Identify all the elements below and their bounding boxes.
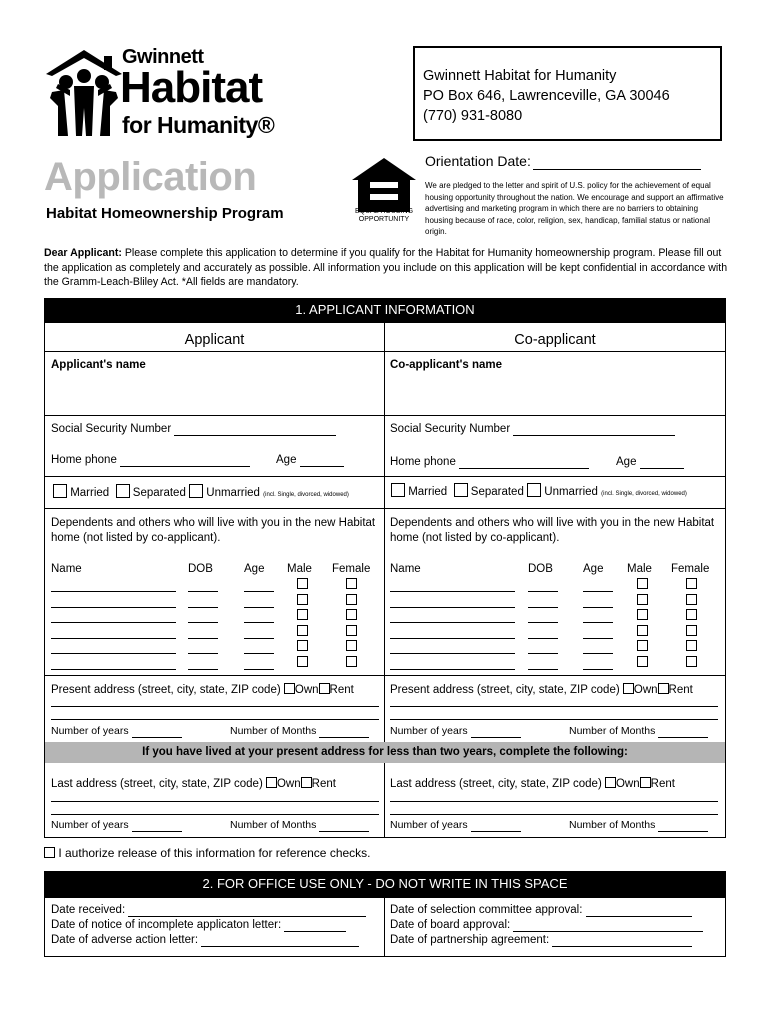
coapplicant-dependents-text: Dependents and others who will live with you in the new Habitat home (not listed by co-applicant). <box>390 517 715 544</box>
separated-label: Separated <box>470 486 524 498</box>
home-phone-field[interactable] <box>459 456 589 469</box>
months-label: Number of Months <box>230 819 317 831</box>
dependent-name-field[interactable] <box>390 591 515 592</box>
selection-approval[interactable] <box>390 904 692 917</box>
unmarried-label: Unmarried <box>544 486 598 498</box>
dependent-dob-field[interactable] <box>528 653 558 654</box>
dep-col-name: Name <box>51 563 82 575</box>
orientation-date-label: Orientation Date: <box>425 153 531 169</box>
partnership-agreement-label: Date of partnership agreement: <box>390 934 550 946</box>
last-address-label: Last address (street, city, state, ZIP code) <box>390 778 602 790</box>
coapplicant-name-field[interactable] <box>389 373 721 411</box>
dependent-name-field[interactable] <box>390 669 515 670</box>
present-address-line[interactable] <box>51 706 379 707</box>
logo-habitat: Habitat <box>120 63 263 112</box>
equal-housing-label: EQUAL HOUSING OPPORTUNITY <box>354 208 414 223</box>
rent-label: Rent <box>668 684 693 696</box>
coapplicant-last-months[interactable] <box>569 819 708 832</box>
col-applicant: Applicant <box>184 332 245 348</box>
office-use-box <box>44 897 726 957</box>
org-address: PO Box 646, Lawrenceville, GA 30046 <box>423 88 670 104</box>
date-received[interactable] <box>51 904 366 917</box>
age-label: Age <box>616 456 637 468</box>
coapplicant-name-label: Co-applicant's name <box>390 359 503 371</box>
divider <box>45 675 725 676</box>
ssn-field[interactable] <box>174 423 336 436</box>
dependent-dob-field[interactable] <box>528 622 558 623</box>
intro-lead: Dear Applicant: <box>44 247 122 259</box>
coapplicant-home-phone[interactable] <box>390 456 589 469</box>
intro-paragraph <box>44 246 734 290</box>
dependent-female-checkbox[interactable] <box>686 594 697 605</box>
home-phone-label: Home phone <box>390 456 456 468</box>
home-phone-label: Home phone <box>51 454 117 466</box>
partnership-agreement[interactable] <box>390 934 692 947</box>
months-field[interactable] <box>319 725 369 738</box>
coapplicant-ssn[interactable] <box>390 423 675 436</box>
dependent-age-field[interactable] <box>583 638 613 639</box>
partnership-agreement-field[interactable] <box>552 934 692 947</box>
last-address-line[interactable] <box>390 814 718 815</box>
married-label: Married <box>408 486 448 498</box>
board-approval-field[interactable] <box>513 919 703 932</box>
dependent-dob-field[interactable] <box>188 669 218 670</box>
last-address-line[interactable] <box>390 801 718 802</box>
divider <box>45 351 725 352</box>
divider <box>45 508 725 509</box>
years-field[interactable] <box>471 819 521 832</box>
dependent-name-field[interactable] <box>51 607 176 608</box>
authorize-label: I authorize release of this information for reference checks. <box>58 846 371 860</box>
intro-text: Please complete this application to determine if you qualify for the Habitat for Humanity homeownership program. Please fill out the application as completely and accurately as possible. All information you include on this application will be kept confidential in accordance with the Gramm-Leach-Bliley Act. *All fields are mandatory. <box>44 247 728 288</box>
page-subtitle: Habitat Homeownership Program <box>46 205 284 222</box>
notice-incomplete-label: Date of notice of incomplete applicaton letter: <box>51 919 282 931</box>
applicant-name-label: Applicant's name <box>51 359 146 371</box>
dependent-dob-field[interactable] <box>528 669 558 670</box>
married-checkbox[interactable] <box>53 484 67 498</box>
years-field[interactable] <box>132 819 182 832</box>
dependent-age-field[interactable] <box>244 638 274 639</box>
dependent-male-checkbox[interactable] <box>297 640 308 651</box>
last-address-line[interactable] <box>51 814 379 815</box>
authorize-release <box>44 846 371 860</box>
dependent-male-checkbox[interactable] <box>637 609 648 620</box>
dependent-male-checkbox[interactable] <box>637 656 648 667</box>
dependent-female-checkbox[interactable] <box>686 640 697 651</box>
dependent-female-checkbox[interactable] <box>686 625 697 636</box>
org-phone: (770) 931-8080 <box>423 108 523 124</box>
notice-incomplete[interactable] <box>51 919 346 932</box>
orientation-date-field[interactable] <box>533 153 701 170</box>
coapplicant-last-address <box>390 777 675 790</box>
dependent-name-field[interactable] <box>51 638 176 639</box>
unmarried-checkbox[interactable] <box>189 484 203 498</box>
rent-label: Rent <box>329 684 354 696</box>
dep-col-dob: DOB <box>528 563 553 575</box>
dependent-male-checkbox[interactable] <box>297 656 308 667</box>
unmarried-checkbox[interactable] <box>527 483 541 497</box>
dependent-female-checkbox[interactable] <box>346 656 357 667</box>
date-received-label: Date received: <box>51 904 126 916</box>
dependent-name-field[interactable] <box>390 622 515 623</box>
authorize-checkbox[interactable] <box>44 847 55 858</box>
present-address-label: Present address (street, city, state, ZIP code) <box>51 684 281 696</box>
dependent-female-checkbox[interactable] <box>346 594 357 605</box>
dependent-female-checkbox[interactable] <box>686 656 697 667</box>
coapplicant-present-address <box>390 683 693 696</box>
applicant-last-months[interactable] <box>230 819 369 832</box>
dependent-male-checkbox[interactable] <box>637 594 648 605</box>
rent-checkbox[interactable] <box>658 683 669 694</box>
column-divider <box>384 898 385 956</box>
last-address-line[interactable] <box>51 801 379 802</box>
age-field[interactable] <box>300 454 344 467</box>
divider <box>45 415 725 416</box>
own-label: Own <box>276 778 301 790</box>
dep-col-female: Female <box>332 563 371 575</box>
married-label: Married <box>70 487 110 499</box>
dep-col-female: Female <box>671 563 710 575</box>
present-address-line[interactable] <box>51 719 379 720</box>
dependent-female-checkbox[interactable] <box>686 578 697 589</box>
board-approval[interactable] <box>390 919 703 932</box>
applicant-last-years[interactable] <box>51 819 182 832</box>
applicant-present-address <box>51 683 354 696</box>
selection-approval-label: Date of selection committee approval: <box>390 904 583 916</box>
adverse-action-field[interactable] <box>201 934 359 947</box>
dependent-female-checkbox[interactable] <box>346 625 357 636</box>
coapplicant-years[interactable] <box>390 725 521 738</box>
dep-col-male: Male <box>627 563 652 575</box>
section-1-header: 1. APPLICANT INFORMATION <box>44 298 726 322</box>
dependent-name-field[interactable] <box>51 669 176 670</box>
own-label: Own <box>294 684 319 696</box>
notice-incomplete-field[interactable] <box>284 919 346 932</box>
months-label: Number of Months <box>230 725 317 737</box>
own-checkbox[interactable] <box>284 683 295 694</box>
unmarried-note: (incl. Single, divorced, widowed) <box>601 491 687 497</box>
rent-checkbox[interactable] <box>301 777 312 788</box>
logo-for-humanity: for Humanity® <box>122 112 275 138</box>
previous-address-instruction: If you have lived at your present address for less than two years, complete the following: <box>45 742 725 763</box>
present-address-label: Present address (street, city, state, ZIP code) <box>390 684 620 696</box>
months-field[interactable] <box>658 725 708 738</box>
ssn-field[interactable] <box>513 423 675 436</box>
dependent-name-field[interactable] <box>390 653 515 654</box>
dep-col-male: Male <box>287 563 312 575</box>
rent-label: Rent <box>650 778 675 790</box>
applicant-marital-status <box>53 484 349 499</box>
unmarried-label: Unmarried <box>206 487 260 499</box>
applicant-name-field[interactable] <box>49 373 379 411</box>
dependent-female-checkbox[interactable] <box>346 640 357 651</box>
dependent-age-field[interactable] <box>244 607 274 608</box>
applicant-home-phone[interactable] <box>51 454 250 467</box>
dependent-dob-field[interactable] <box>188 607 218 608</box>
dependent-name-field[interactable] <box>390 638 515 639</box>
dependent-male-checkbox[interactable] <box>297 578 308 589</box>
applicant-last-address <box>51 777 336 790</box>
selection-approval-field[interactable] <box>586 904 692 917</box>
years-field[interactable] <box>132 725 182 738</box>
years-label: Number of years <box>51 725 129 737</box>
col-coapplicant: Co-applicant <box>514 332 596 348</box>
own-label: Own <box>615 778 640 790</box>
coapplicant-age[interactable] <box>616 456 684 469</box>
last-address-label: Last address (street, city, state, ZIP code) <box>51 778 263 790</box>
applicant-dependents-text: Dependents and others who will live with you in the new Habitat home (not listed by co-applicant). <box>51 517 376 544</box>
separated-checkbox[interactable] <box>454 483 468 497</box>
present-address-line[interactable] <box>390 706 718 707</box>
orientation-date <box>425 153 701 170</box>
equal-housing-pledge: We are pledged to the letter and spirit of U.S. policy for the achievement of equal housing opportunity throughout the nation. We encourage and support an affirmative advertising and marketing program in which there are no barriers to obtaining housing because of race, color, religion, sex, handicap, familial status or national origin. <box>425 181 724 236</box>
years-label: Number of years <box>390 819 468 831</box>
dependent-female-checkbox[interactable] <box>346 578 357 589</box>
dependent-age-field[interactable] <box>583 607 613 608</box>
dependent-dob-field[interactable] <box>528 638 558 639</box>
age-label: Age <box>276 454 297 466</box>
rent-label: Rent <box>311 778 336 790</box>
applicant-age[interactable] <box>276 454 344 467</box>
dependent-age-field[interactable] <box>583 622 613 623</box>
applicant-ssn[interactable] <box>51 423 336 436</box>
dependent-name-field[interactable] <box>51 653 176 654</box>
own-checkbox[interactable] <box>623 683 634 694</box>
dependent-name-field[interactable] <box>51 591 176 592</box>
dependent-male-checkbox[interactable] <box>297 609 308 620</box>
page-title: Application <box>44 155 257 199</box>
date-received-field[interactable] <box>128 904 366 917</box>
months-label: Number of Months <box>569 725 656 737</box>
months-label: Number of Months <box>569 819 656 831</box>
own-checkbox[interactable] <box>605 777 616 788</box>
divider <box>45 476 725 477</box>
married-checkbox[interactable] <box>391 483 405 497</box>
dependent-age-field[interactable] <box>244 591 274 592</box>
dependent-dob-field[interactable] <box>188 622 218 623</box>
home-phone-field[interactable] <box>120 454 250 467</box>
dependent-male-checkbox[interactable] <box>297 594 308 605</box>
adverse-action[interactable] <box>51 934 359 947</box>
dependent-age-field[interactable] <box>583 591 613 592</box>
dependent-female-checkbox[interactable] <box>686 609 697 620</box>
rent-checkbox[interactable] <box>319 683 330 694</box>
present-address-line[interactable] <box>390 719 718 720</box>
own-checkbox[interactable] <box>266 777 277 788</box>
dep-col-age: Age <box>583 563 604 575</box>
dependent-male-checkbox[interactable] <box>637 578 648 589</box>
separated-checkbox[interactable] <box>116 484 130 498</box>
years-field[interactable] <box>471 725 521 738</box>
applicant-years[interactable] <box>51 725 182 738</box>
separated-label: Separated <box>132 487 186 499</box>
dep-col-age: Age <box>244 563 265 575</box>
dependent-male-checkbox[interactable] <box>297 625 308 636</box>
dep-col-name: Name <box>390 563 421 575</box>
dependent-female-checkbox[interactable] <box>346 609 357 620</box>
dependent-dob-field[interactable] <box>188 653 218 654</box>
dep-col-dob: DOB <box>188 563 213 575</box>
own-label: Own <box>633 684 658 696</box>
org-name: Gwinnett Habitat for Humanity <box>423 68 617 84</box>
adverse-action-label: Date of adverse action letter: <box>51 934 199 946</box>
section-2-header: 2. FOR OFFICE USE ONLY - DO NOT WRITE IN THIS SPACE <box>44 871 726 897</box>
dependent-dob-field[interactable] <box>188 591 218 592</box>
rent-checkbox[interactable] <box>640 777 651 788</box>
dependent-male-checkbox[interactable] <box>637 640 648 651</box>
board-approval-label: Date of board approval: <box>390 919 511 931</box>
applicant-information-form <box>44 322 726 838</box>
dependent-age-field[interactable] <box>583 653 613 654</box>
dependent-dob-field[interactable] <box>188 638 218 639</box>
dependent-age-field[interactable] <box>244 653 274 654</box>
dependent-age-field[interactable] <box>244 622 274 623</box>
dependent-dob-field[interactable] <box>528 607 558 608</box>
organization-address-box <box>413 46 722 141</box>
logo-gwinnett: Gwinnett <box>122 46 204 68</box>
years-label: Number of years <box>390 725 468 737</box>
dependent-name-field[interactable] <box>51 622 176 623</box>
ssn-label: Social Security Number <box>390 423 511 435</box>
dependent-age-field[interactable] <box>244 669 274 670</box>
ssn-label: Social Security Number <box>51 423 172 435</box>
unmarried-note: (incl. Single, divorced, widowed) <box>263 492 349 498</box>
dependent-dob-field[interactable] <box>528 591 558 592</box>
age-field[interactable] <box>640 456 684 469</box>
years-label: Number of years <box>51 819 129 831</box>
coapplicant-marital-status <box>391 483 687 498</box>
months-field[interactable] <box>319 819 369 832</box>
dependent-name-field[interactable] <box>390 607 515 608</box>
dependent-male-checkbox[interactable] <box>637 625 648 636</box>
months-field[interactable] <box>658 819 708 832</box>
coapplicant-last-years[interactable] <box>390 819 521 832</box>
coapplicant-months[interactable] <box>569 725 708 738</box>
dependent-age-field[interactable] <box>583 669 613 670</box>
applicant-months[interactable] <box>230 725 369 738</box>
